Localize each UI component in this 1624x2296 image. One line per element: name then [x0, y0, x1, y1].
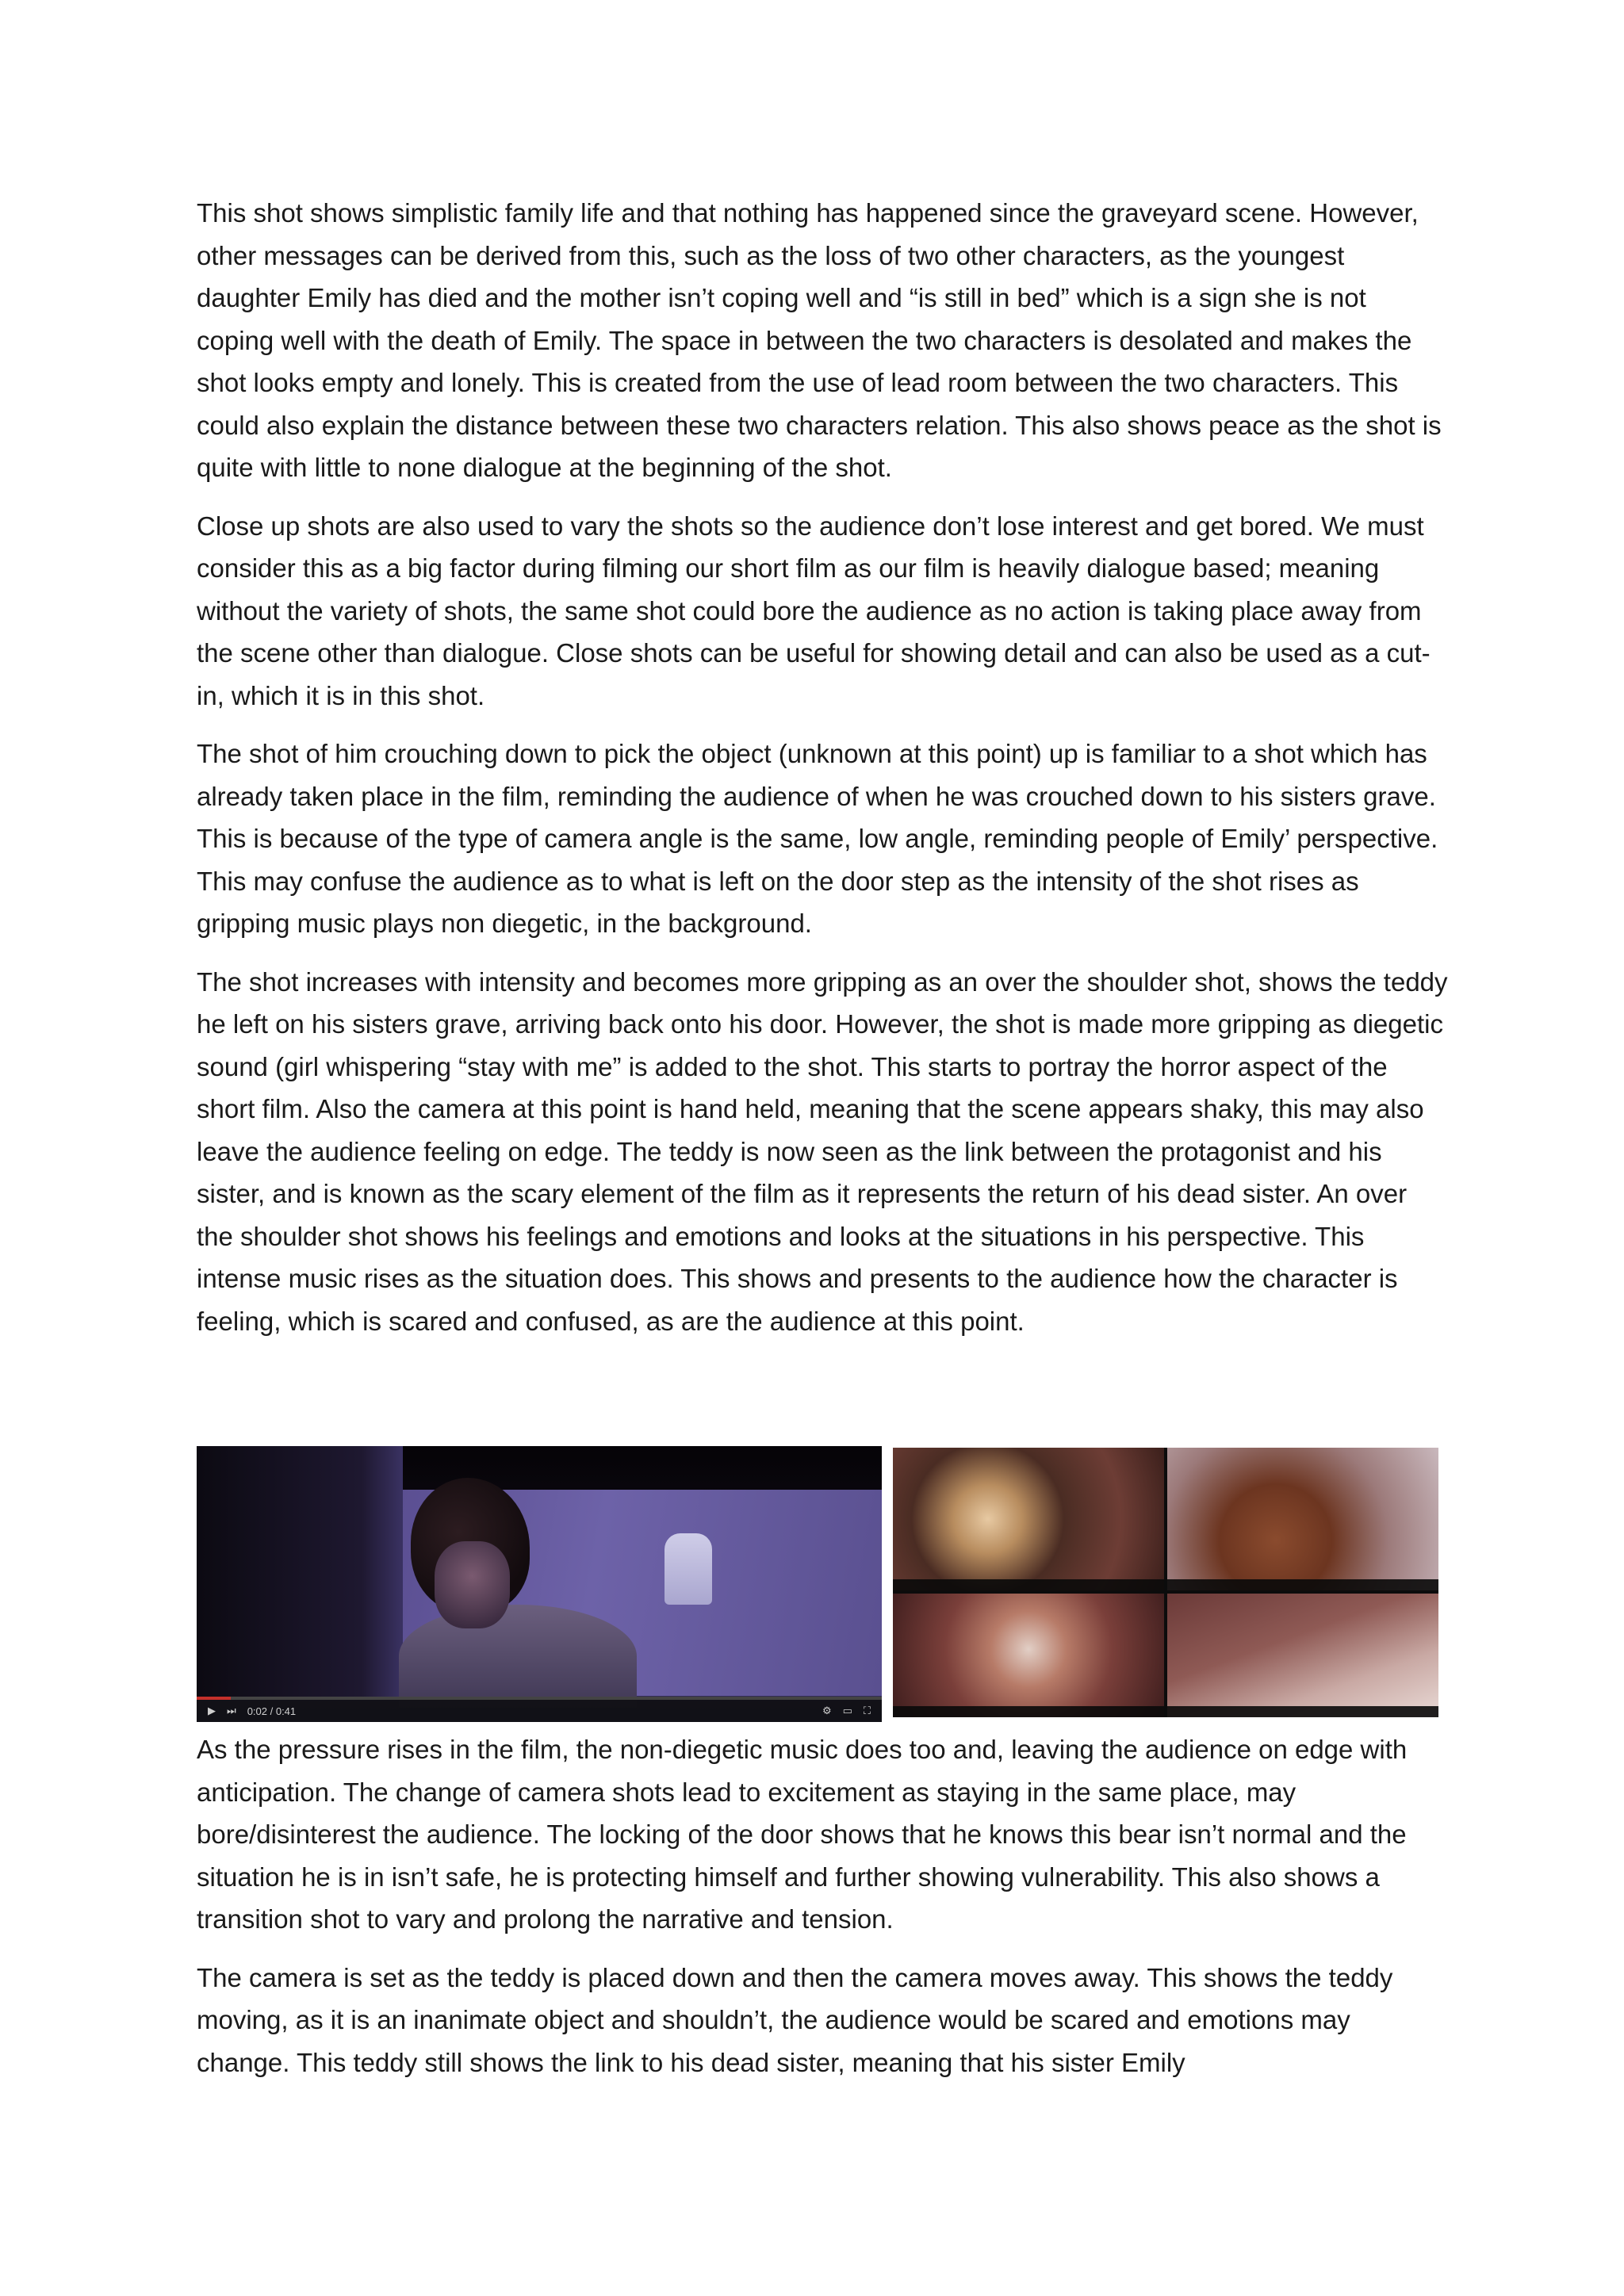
- play-icon[interactable]: ▶: [208, 1705, 216, 1716]
- fullscreen-icon[interactable]: ⛶: [863, 1705, 871, 1716]
- towel-shape: [665, 1533, 712, 1605]
- paragraph: This shot shows simplistic family life and that nothing has happened since the graveyard scene. However, other messages can be derived from this, such as the loss of two other characters, as the youngest daughter Emily has died and the mother isn’t coping well and “is still in bed” which is a sign she is not coping well with the death of Emily. The space in between the two characters is desolated and makes the shot looks empty and lonely. This is created from the use of lead room between the two characters. This could also explain the distance between these two characters relation. This also shows peace as the shot is quite with little to none dialogue at the beginning of the shot.: [197, 198, 1442, 482]
- figure-face: [435, 1541, 510, 1628]
- still-hallway: [1167, 1594, 1438, 1717]
- still-doorknob: [893, 1448, 1164, 1590]
- paragraph: The shot increases with intensity and becomes more gripping as an over the shoulder shot, shows the teddy he left on his sisters grave, arriving back onto his door. However, the shot is made more gripping as diegetic sound (girl whispering “stay with me” is added to the shot. This starts to portray the horror aspect of the short film. Also the camera at this point is hand held, meaning that the scene appears shaky, this may also leave the audience feeling on edge. The teddy is now seen as the link between the protagonist and his sister, and is known as the scary element of the film as it represents the return of his dead sister. An over the shoulder shot shows his feelings and emotions and looks at the situations in his perspective. This intense music rises as the situation does. This shows and presents to the audience how the character is feeling, which is scared and confused, as are the audience at this point.: [197, 966, 1448, 1336]
- text-block-bottom: [197, 1728, 1450, 2084]
- paragraph: As the pressure rises in the film, the non-diegetic music does too and, leaving the audience on edge with anticipation. The change of camera shots lead to excitement as staying in the same place, may bore/disinterest the audience. The locking of the door shows that he knows this bear isn’t normal and the situation he is in isn’t safe, he is protecting himself and further showing vulnerability. This also shows a transition shot to vary and prolong the narrative and tension.: [197, 1735, 1408, 1934]
- video-collage-right: [893, 1448, 1438, 1717]
- doorframe-shape: [197, 1446, 403, 1700]
- paragraph: The camera is set as the teddy is placed down and then the camera moves away. This shows the teddy moving, as it is an inanimate object and shouldn’t, the audience would be scared and emotions may change. This teddy still shows the link to his dead sister, meaning that his sister Emily: [197, 1962, 1393, 2077]
- mini-controls: [1167, 1706, 1438, 1717]
- time-label: 0:02 / 0:41: [247, 1705, 297, 1717]
- settings-icon[interactable]: ⚙: [822, 1705, 832, 1716]
- mini-controls: [893, 1706, 1164, 1717]
- figure-body: [399, 1605, 637, 1708]
- still-teddy-on-step: [1167, 1448, 1438, 1590]
- video-still-left: [197, 1446, 882, 1722]
- video-controls: [197, 1700, 882, 1722]
- theater-icon[interactable]: ▭: [842, 1705, 852, 1716]
- paragraph: The shot of him crouching down to pick the object (unknown at this point) up is familiar to a shot which has already taken place in the film, reminding the audience of when he was crouched down to his sisters grave. This is because of the type of camera angle is the same, low angle, reminding people of Emily’ perspective. This may confuse the audience as to what is left on the door step as the intensity of the shot rises as gripping music plays non diegetic, in the background.: [197, 739, 1438, 938]
- still-teddy-closeup: [893, 1594, 1164, 1717]
- mini-controls: [893, 1579, 1164, 1590]
- text-block-top: [197, 192, 1450, 1342]
- next-icon[interactable]: ⏭: [227, 1705, 236, 1716]
- paragraph: Close up shots are also used to vary the shots so the audience don’t lose interest and get bored. We must consider this as a big factor during filming our short film as our film is heavily dialogue based; meaning without the variety of shots, the same shot could bore the audience as no action is taking place away from the scene other than dialogue. Close shots can be useful for showing detail and can also be used as a cut-in, which it is in this shot.: [197, 511, 1431, 710]
- mini-controls: [1167, 1579, 1438, 1590]
